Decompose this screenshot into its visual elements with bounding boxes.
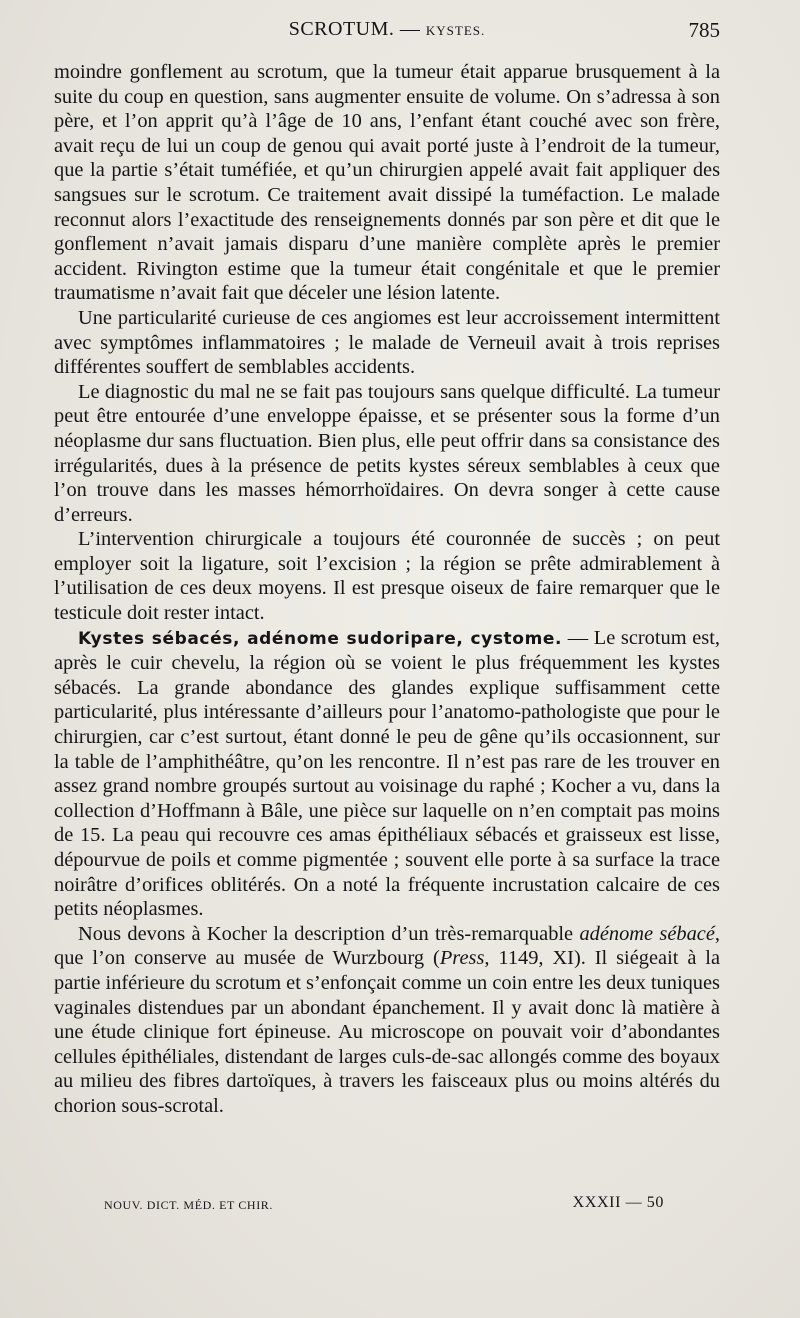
header-separator: —: [399, 18, 421, 40]
header-title: SCROTUM.: [288, 18, 395, 40]
paragraph-3: Le diagnostic du mal ne se fait pas toujours sans quelque difficulté. La tumeur peut être entourée d’une enveloppe épaisse, et se présenter sous la forme d’un néoplasme dur sans fluctuation. Bien plus, elle peut offrir dans sa consistance des irrégularités, dues à la présence de petits kystes séreux semblables à ceux que l’on trouve dans les masses hémorrhoïdaires. On devra songer à cette cause d’erreurs.: [54, 380, 720, 526]
section-heading: Kystes sébacés, adénome sudoripare, cystome.: [78, 628, 563, 649]
running-title: [54, 18, 720, 41]
running-header: [54, 18, 720, 54]
page-footer: [104, 1194, 664, 1218]
page-number: 785: [688, 18, 720, 42]
p6-part-0: Nous devons à Kocher la description d’un très-remarquable: [78, 922, 580, 945]
footer-signature: NOUV. DICT. MÉD. ET CHIR.: [104, 1198, 274, 1212]
paragraph-5: [54, 626, 720, 922]
paragraph-2: Une particularité curieuse de ces angiomes est leur accroissement intermittent avec symptômes inflammatoires ; le malade de Verneuil avait à trois reprises différentes souffert de semblables accidents.: [54, 306, 720, 379]
paragraph-1: moindre gonflement au scrotum, que la tumeur était apparue brusquement à la suite du coup en question, sans augmenter ensuite de volume. On s’adressa à son père, et l’on apprit qu’à l’âge de 10 ans, l’enfant étant couché avec son frère, avait reçu de lui un coup de genou qui avait porté juste à l’endroit de la tumeur, que la partie s’était tuméfiée, et qu’un chirurgien appelé avait fait appliquer des sangsues sur le scrotum. Ce traitement avait dissipé la tuméfaction. Le malade reconnut alors l’exactitude des renseignements donnés par son père et dit que le gonflement n’avait jamais disparu d’une manière complète après le premier accident. Rivington estime que la tumeur était congénitale et que le premier traumatisme n’avait fait que déceler une lésion latente.: [54, 61, 720, 305]
p6-part-2: , que l’on conserve au musée de Wurzbourg (: [54, 922, 720, 970]
p6-italic-press: Press: [439, 947, 485, 970]
header-subtitle: KYSTES.: [425, 23, 486, 38]
paragraph-5-text: — Le scrotum est, après le cuir chevelu, la région où se voient le plus fréquemment les kystes sébacés. La grande abondance des glandes explique suffisamment cette particularité, plus intéressante d’ailleurs pour l’anatomo-pathologiste que pour le chirurgien, car c’est surtout, étant donné le peu de gêne qu’ils occasionnent, sur la table de l’amphithéâtre, qu’on les rencontre. Il n’est pas rare de les trouver en assez grand nombre groupés surtout au voisinage du raphé ; Kocher a vu, dans la collection d’Hoffmann à Bâle, une pièce sur laquelle on n’en comptait pas moins de 15. La peau qui recouvre ces amas épithéliaux sébacés et graisseux est lisse, dépourvue de poils et comme pigmentée ; souvent elle porte à sa surface la trace noirâtre d’orifices oblitérés. On a noté la fréquente incrustation calcaire de ces petits néoplasmes.: [54, 626, 720, 921]
p6-italic-adenome: adénome sébacé: [579, 922, 715, 945]
paragraph-4: L’intervention chirurgicale a toujours été couronnée de succès ; on peut employer soit la ligature, soit l’excision ; la région se prête admirablement à l’utilisation de ces deux moyens. Il est presque oiseux de faire remarquer que le testicule doit rester intact.: [54, 528, 720, 625]
footer-volume: XXXII — 50: [572, 1194, 664, 1211]
body-text: [54, 60, 720, 1119]
paragraph-6: [54, 922, 720, 1119]
p6-part-4: , 1149, XI). Il siégeait à la partie inférieure du scrotum et s’enfonçait comme un coin entre les deux tuniques vaginales distendues par un abondant épanchement. Il y avait donc là matière à une étude clinique fort épineuse. Au microscope on pouvait voir d’abondantes cellules épithéliales, distendant de larges culs-de-sac allongés comme des boyaux au milieu des fibres dartoïques, à travers les faisceaux plus ou moins altérés du chorion sous-scrotal.: [54, 947, 720, 1117]
